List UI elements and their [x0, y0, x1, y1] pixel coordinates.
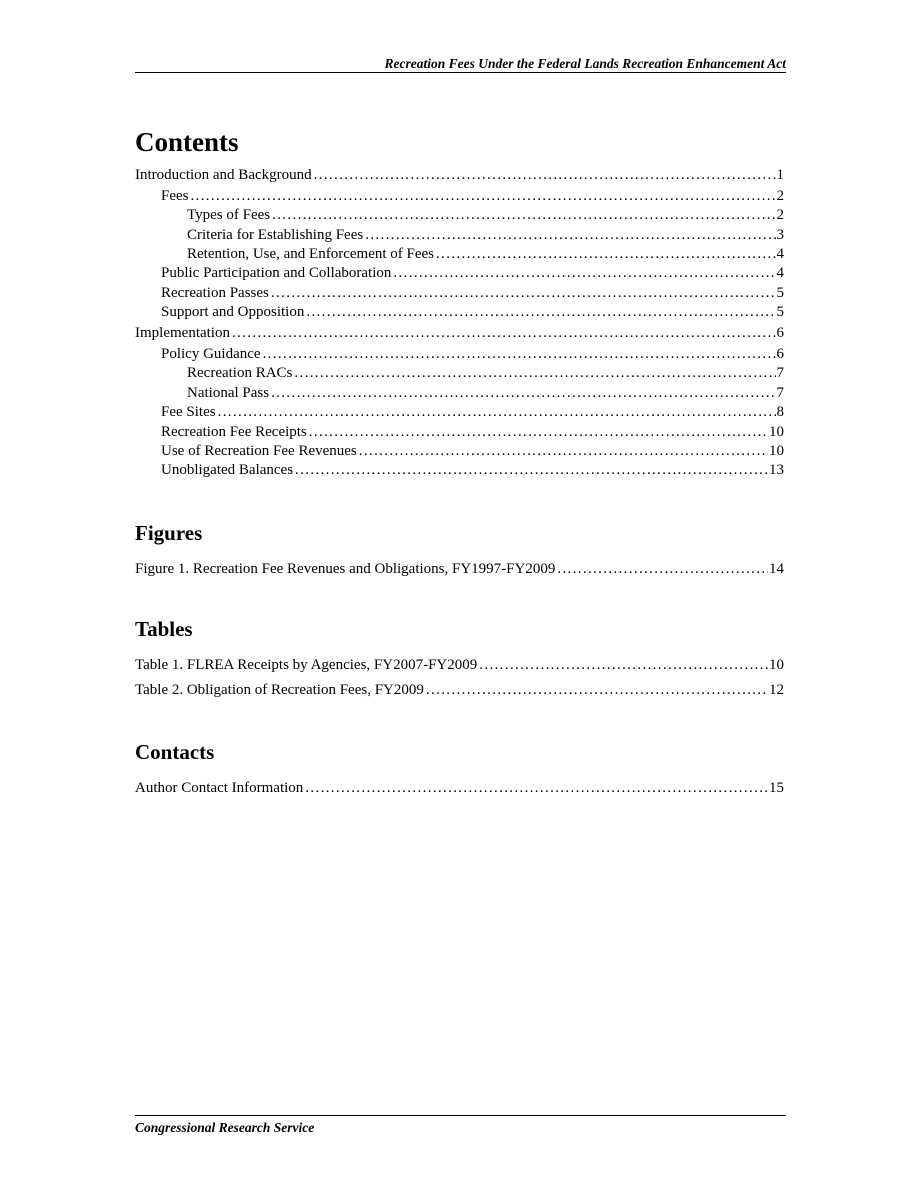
toc-entry-label: Recreation RACs	[187, 365, 293, 382]
toc-entry[interactable]	[135, 442, 784, 461]
toc-entry-page: 5	[776, 284, 784, 301]
toc-entry-page: 3	[776, 226, 784, 243]
toc-entry[interactable]	[135, 345, 784, 364]
toc-entry-page: 6	[776, 325, 784, 342]
figure-entry-page: 14	[769, 560, 784, 577]
contact-entry-page: 15	[769, 779, 784, 796]
toc-entry[interactable]	[135, 206, 784, 225]
toc-entry-page: 4	[776, 246, 784, 263]
table-entry-label: Table 1. FLREA Receipts by Agencies, FY2007-FY2009	[135, 656, 478, 673]
dot-leader	[557, 558, 768, 580]
toc-entry-page: 6	[776, 346, 784, 363]
dot-leader	[272, 206, 775, 225]
dot-leader	[218, 403, 776, 422]
toc-entry[interactable]	[135, 364, 784, 383]
toc-entry[interactable]	[135, 284, 784, 303]
toc-entry-label: National Pass	[187, 384, 270, 401]
dot-leader	[309, 423, 768, 442]
contacts-heading: Contacts	[135, 739, 215, 764]
toc-entry-page: 7	[776, 365, 784, 382]
toc-entry[interactable]	[135, 403, 784, 422]
toc-entry-label: Fees	[161, 187, 189, 204]
dot-leader	[263, 345, 776, 364]
contact-entry-label: Author Contact Information	[135, 779, 304, 796]
toc-entry-label: Implementation	[135, 325, 230, 342]
toc-entry-page: 1	[776, 167, 784, 183]
toc-entry[interactable]	[135, 324, 784, 343]
dot-leader	[295, 461, 768, 480]
toc-entry[interactable]	[135, 245, 784, 264]
toc-entry-label: Policy Guidance	[161, 346, 261, 363]
table-entry-page: 10	[769, 656, 784, 673]
figure-entry[interactable]	[135, 558, 784, 580]
toc-entry[interactable]	[135, 166, 784, 185]
running-header: Recreation Fees Under the Federal Lands Recreation Enhancement Act	[384, 56, 786, 71]
footer-rule	[135, 1115, 786, 1116]
toc-entry-page: 7	[776, 384, 784, 401]
table-of-contents	[135, 122, 784, 799]
toc-entry-label: Retention, Use, and Enforcement of Fees	[187, 246, 435, 263]
toc-entry[interactable]	[135, 187, 784, 206]
toc-entry-page: 5	[776, 304, 784, 321]
toc-entry-page: 13	[769, 462, 784, 479]
toc-entry-label: Introduction and Background	[135, 167, 312, 183]
toc-entry-label: Recreation Fee Receipts	[161, 423, 307, 440]
contact-entry[interactable]	[135, 777, 784, 799]
toc-entry[interactable]	[135, 303, 784, 322]
contacts-list	[135, 777, 784, 799]
dot-leader	[232, 324, 776, 343]
dot-leader	[393, 264, 775, 283]
toc-entry-page: 2	[776, 187, 784, 204]
table-entry[interactable]	[135, 679, 784, 701]
toc-entry-page: 4	[776, 265, 784, 282]
dot-leader	[306, 303, 775, 322]
dot-leader	[305, 777, 768, 799]
toc-entry-label: Types of Fees	[187, 207, 271, 224]
table-entry-label: Table 2. Obligation of Recreation Fees, FY2009	[135, 681, 424, 698]
toc-entry-label: Fee Sites	[161, 404, 216, 421]
toc-entry[interactable]	[135, 384, 784, 403]
dot-leader	[294, 364, 775, 383]
toc-entry[interactable]	[135, 461, 784, 480]
dot-leader	[426, 679, 768, 701]
tables-list	[135, 654, 784, 701]
dot-leader	[271, 384, 775, 403]
toc-entry-label: Criteria for Establishing Fees	[187, 226, 364, 243]
toc-entry-page: 10	[769, 442, 784, 459]
tables-heading: Tables	[135, 616, 193, 641]
dot-leader	[191, 187, 776, 206]
figures-heading: Figures	[135, 520, 203, 545]
toc-entry-label: Support and Opposition	[161, 304, 305, 321]
dot-leader	[365, 226, 775, 245]
header-rule	[135, 72, 786, 73]
dot-leader	[271, 284, 776, 303]
table-entry-page: 12	[769, 681, 784, 698]
dot-leader	[314, 166, 776, 185]
toc-entry-label: Use of Recreation Fee Revenues	[161, 442, 357, 459]
toc-entry-label: Recreation Passes	[161, 284, 269, 301]
running-footer: Congressional Research Service	[135, 1120, 315, 1135]
dot-leader	[359, 442, 768, 461]
toc-entry-label: Public Participation and Collaboration	[161, 265, 392, 282]
toc-entry[interactable]	[135, 226, 784, 245]
contents-list	[135, 166, 784, 481]
toc-entry-page: 2	[776, 207, 784, 224]
toc-entry-page: 10	[769, 423, 784, 440]
dot-leader	[436, 245, 775, 264]
toc-entry[interactable]	[135, 264, 784, 283]
figures-list	[135, 558, 784, 580]
contents-heading: Contents	[135, 127, 239, 157]
toc-entry[interactable]	[135, 423, 784, 442]
figure-entry-label: Figure 1. Recreation Fee Revenues and Obligations, FY1997-FY2009	[135, 560, 556, 577]
table-entry[interactable]	[135, 654, 784, 676]
dot-leader	[479, 654, 768, 676]
toc-entry-label: Unobligated Balances	[161, 462, 294, 479]
toc-entry-page: 8	[776, 404, 784, 421]
